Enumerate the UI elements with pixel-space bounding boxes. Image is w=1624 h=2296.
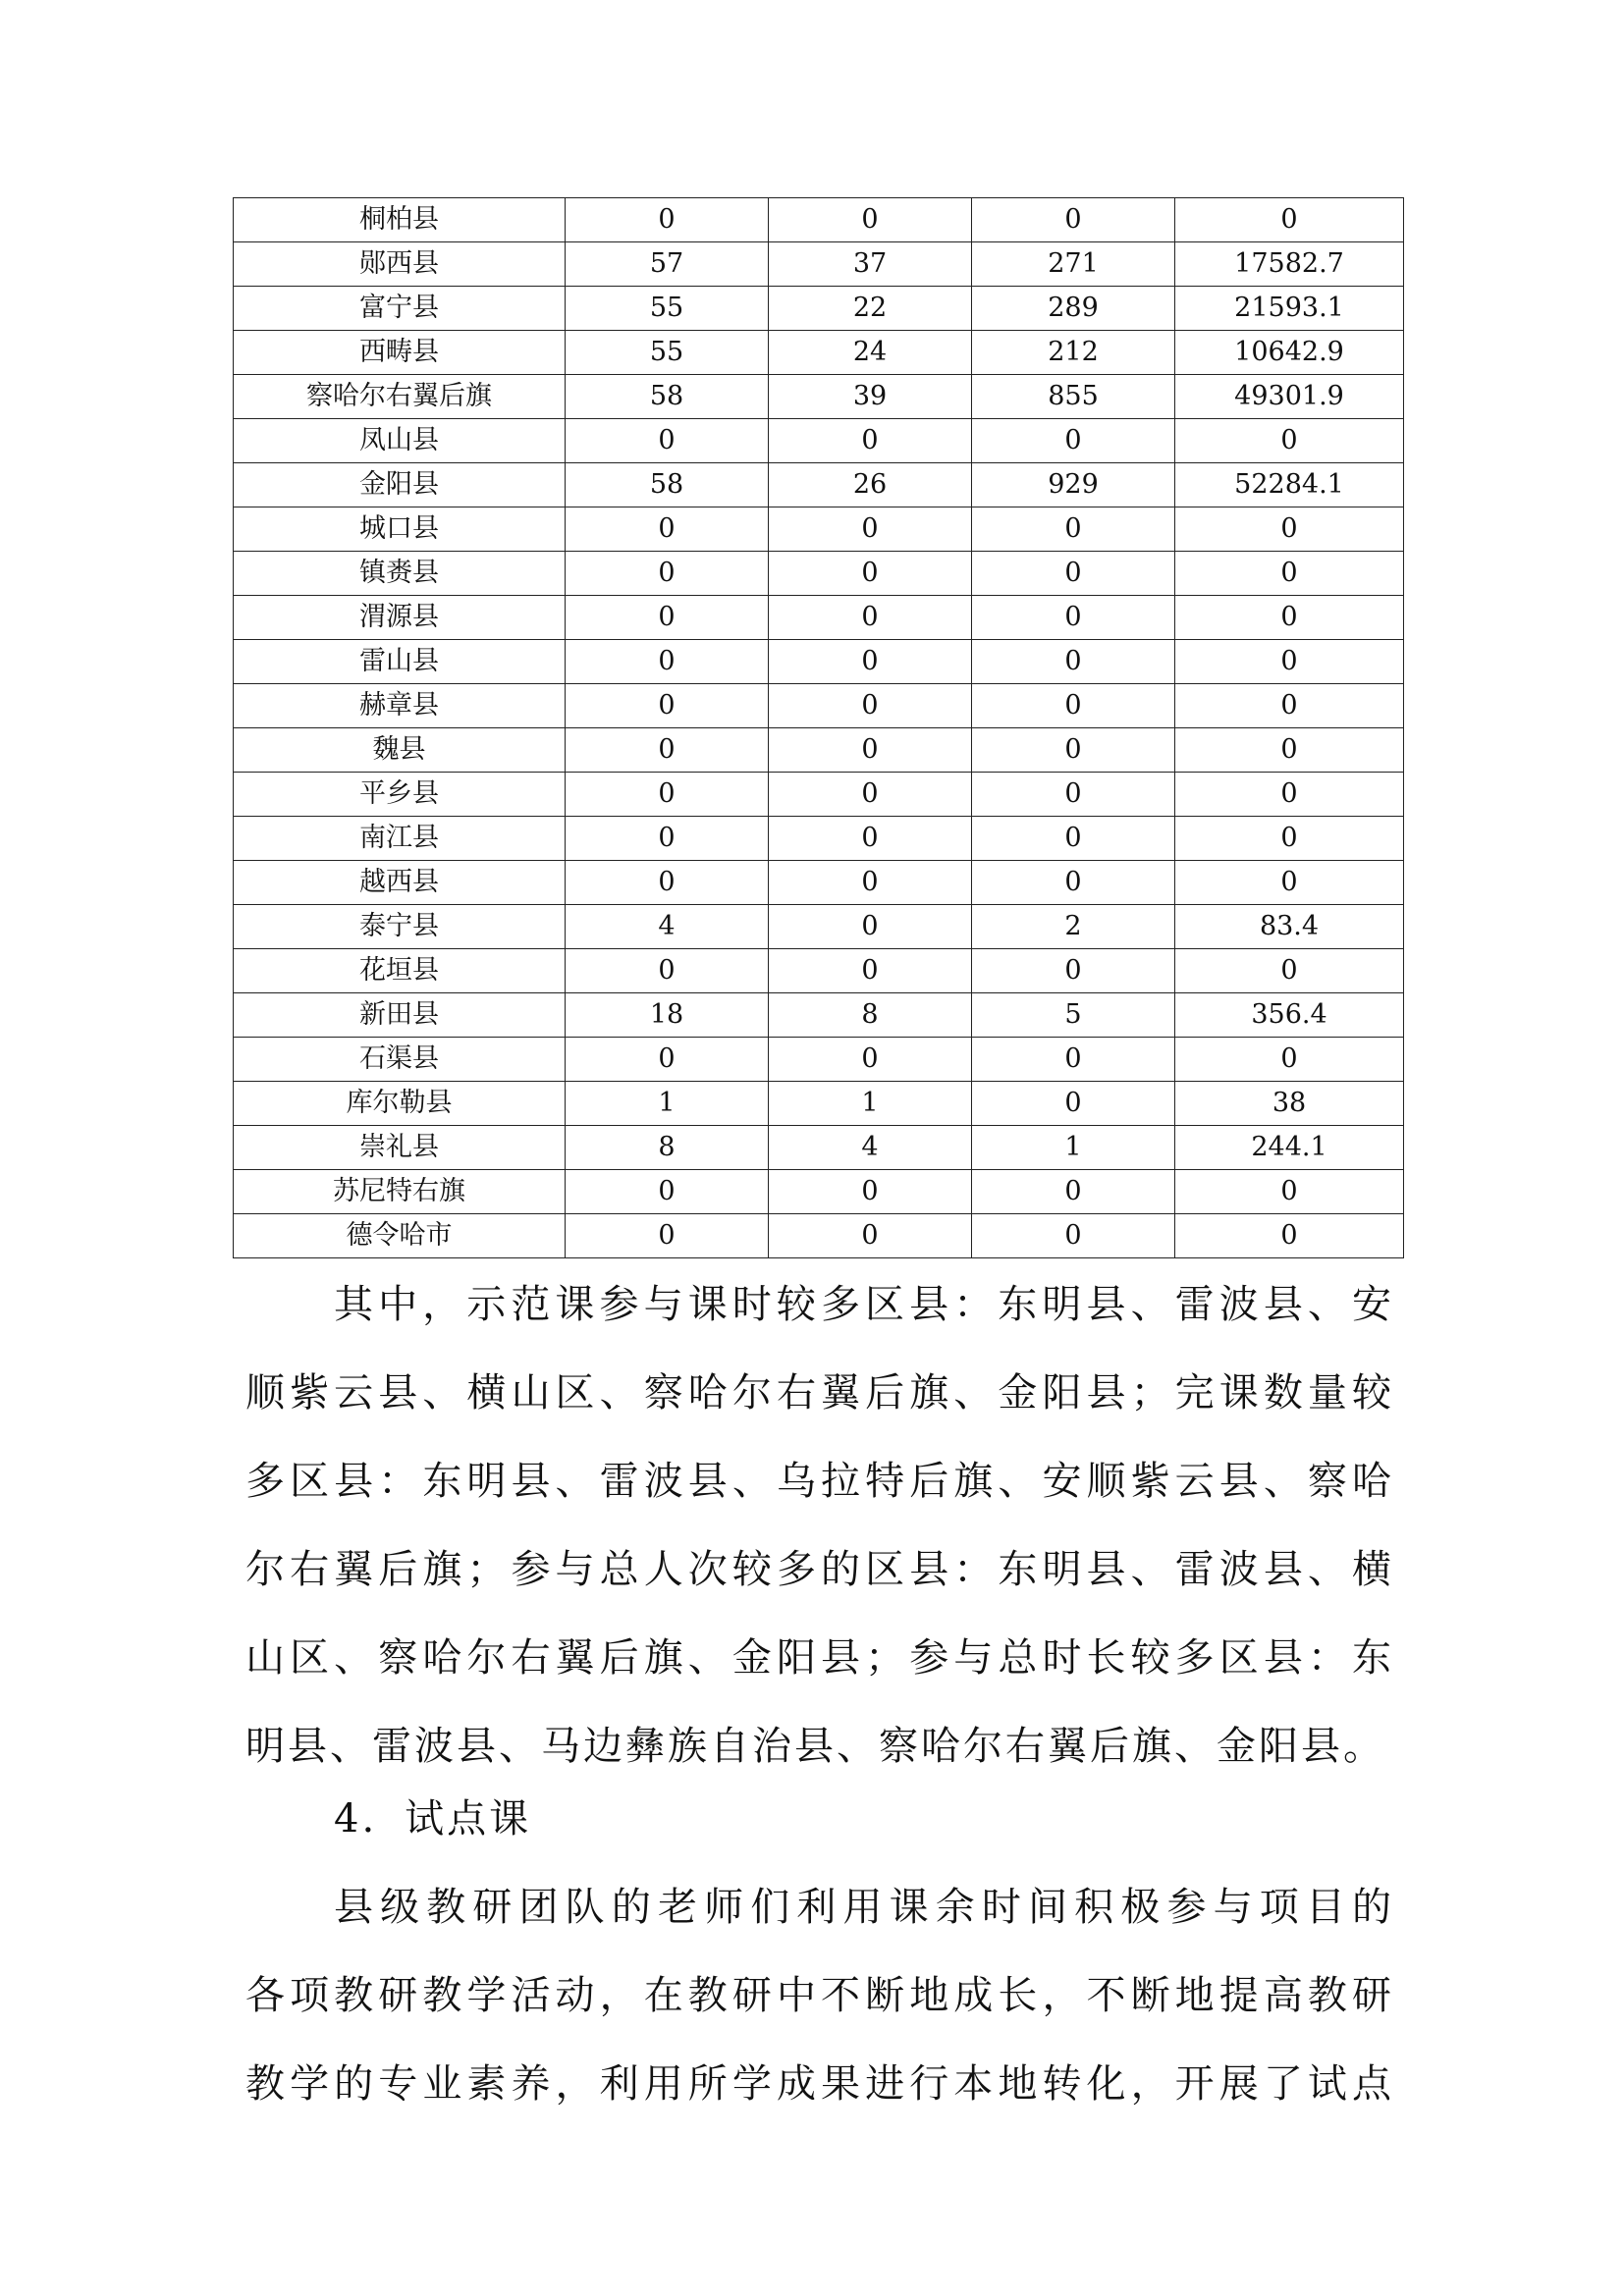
county-name-cell: 西畴县 [234,331,566,375]
county-name-cell: 库尔勒县 [234,1082,566,1126]
value-cell: 0 [769,773,972,817]
value-cell: 49301.9 [1175,375,1404,419]
paragraph-line: 尔右翼后旗；参与总人次较多的区县：东明县、雷波县、横 [245,1547,1394,1592]
table-row [234,1126,1404,1170]
county-name-cell: 赫章县 [234,684,566,728]
table-row [234,331,1404,375]
county-name-cell: 凤山县 [234,419,566,463]
value-cell: 5 [972,993,1175,1038]
value-cell: 0 [972,198,1175,242]
value-cell: 24 [769,331,972,375]
value-cell: 0 [972,1170,1175,1214]
value-cell: 0 [566,640,769,684]
paragraph-line: 明县、雷波县、马边彝族自治县、察哈尔右翼后旗、金阳县。 [245,1724,1385,1769]
county-name-cell: 金阳县 [234,463,566,507]
county-name-cell: 郧西县 [234,242,566,287]
value-cell: 0 [769,905,972,949]
value-cell: 0 [972,684,1175,728]
table-row [234,684,1404,728]
table-row [234,596,1404,640]
table-row [234,949,1404,993]
value-cell: 0 [1175,507,1404,552]
value-cell: 0 [566,419,769,463]
table-row [234,242,1404,287]
county-name-cell: 新田县 [234,993,566,1038]
value-cell: 52284.1 [1175,463,1404,507]
value-cell: 58 [566,463,769,507]
section-heading [334,1775,531,1863]
value-cell: 212 [972,331,1175,375]
county-name-cell: 魏县 [234,728,566,773]
value-cell: 0 [769,684,972,728]
county-statistics-table [233,197,1404,1258]
value-cell: 0 [972,773,1175,817]
value-cell: 0 [566,773,769,817]
value-cell: 4 [566,905,769,949]
paragraph-pilot-lessons [245,1863,1394,2128]
value-cell: 0 [972,728,1175,773]
county-name-cell: 石渠县 [234,1038,566,1082]
table-row [234,507,1404,552]
value-cell: 0 [972,1082,1175,1126]
county-name-cell: 越西县 [234,861,566,905]
table-row [234,1038,1404,1082]
table-row [234,419,1404,463]
paragraph-line: 各项教研教学活动，在教研中不断地成长，不断地提高教研 [245,1973,1394,2018]
county-name-cell: 花垣县 [234,949,566,993]
table-row [234,1214,1404,1258]
value-cell: 0 [566,684,769,728]
value-cell: 0 [1175,419,1404,463]
value-cell: 0 [769,507,972,552]
table-row [234,993,1404,1038]
value-cell: 1 [769,1082,972,1126]
county-name-cell: 城口县 [234,507,566,552]
value-cell: 0 [972,949,1175,993]
county-name-cell: 察哈尔右翼后旗 [234,375,566,419]
value-cell: 0 [769,861,972,905]
value-cell: 0 [1175,684,1404,728]
table-row [234,552,1404,596]
value-cell: 0 [566,861,769,905]
value-cell: 18 [566,993,769,1038]
value-cell: 0 [1175,552,1404,596]
value-cell: 2 [972,905,1175,949]
value-cell: 0 [566,817,769,861]
value-cell: 271 [972,242,1175,287]
value-cell: 0 [769,1214,972,1258]
value-cell: 0 [769,1038,972,1082]
value-cell: 0 [769,728,972,773]
value-cell: 289 [972,287,1175,331]
value-cell: 0 [1175,640,1404,684]
value-cell: 0 [769,640,972,684]
value-cell: 356.4 [1175,993,1404,1038]
value-cell: 17582.7 [1175,242,1404,287]
value-cell: 244.1 [1175,1126,1404,1170]
value-cell: 1 [566,1082,769,1126]
table-row [234,728,1404,773]
county-name-cell: 南江县 [234,817,566,861]
value-cell: 0 [972,552,1175,596]
value-cell: 4 [769,1126,972,1170]
value-cell: 0 [769,817,972,861]
paragraph-line: 教学的专业素养，利用所学成果进行本地转化，开展了试点 [245,2061,1394,2107]
value-cell: 0 [972,817,1175,861]
paragraph-line: 其中，示范课参与课时较多区县：东明县、雷波县、安 [334,1282,1394,1327]
paragraph-line: 县级教研团队的老师们利用课余时间积极参与项目的 [334,1885,1394,1930]
table-row [234,463,1404,507]
value-cell: 0 [972,507,1175,552]
value-cell: 0 [566,1214,769,1258]
value-cell: 0 [1175,596,1404,640]
value-cell: 0 [566,728,769,773]
value-cell: 0 [769,419,972,463]
value-cell: 0 [972,1038,1175,1082]
table-row [234,773,1404,817]
value-cell: 0 [566,1038,769,1082]
value-cell: 0 [566,198,769,242]
value-cell: 855 [972,375,1175,419]
paragraph-line: 顺紫云县、横山区、察哈尔右翼后旗、金阳县；完课数量较 [245,1370,1394,1415]
value-cell: 0 [1175,1038,1404,1082]
county-name-cell: 雷山县 [234,640,566,684]
value-cell: 8 [566,1126,769,1170]
value-cell: 10642.9 [1175,331,1404,375]
value-cell: 37 [769,242,972,287]
value-cell: 55 [566,331,769,375]
section-title: 试点课 [405,1796,532,1842]
value-cell: 0 [972,1214,1175,1258]
value-cell: 26 [769,463,972,507]
value-cell: 929 [972,463,1175,507]
value-cell: 0 [1175,861,1404,905]
value-cell: 0 [972,640,1175,684]
value-cell: 21593.1 [1175,287,1404,331]
value-cell: 83.4 [1175,905,1404,949]
value-cell: 57 [566,242,769,287]
value-cell: 0 [769,198,972,242]
value-cell: 58 [566,375,769,419]
county-name-cell: 富宁县 [234,287,566,331]
county-name-cell: 德令哈市 [234,1214,566,1258]
value-cell: 0 [1175,817,1404,861]
value-cell: 0 [769,596,972,640]
value-cell: 39 [769,375,972,419]
value-cell: 0 [566,552,769,596]
county-name-cell: 桐柏县 [234,198,566,242]
county-name-cell: 渭源县 [234,596,566,640]
paragraph-line: 山区、察哈尔右翼后旗、金阳县；参与总时长较多区县：东 [245,1635,1394,1681]
value-cell: 0 [972,596,1175,640]
table-row [234,817,1404,861]
value-cell: 0 [566,1170,769,1214]
table-row [234,861,1404,905]
value-cell: 38 [1175,1082,1404,1126]
value-cell: 0 [1175,1170,1404,1214]
value-cell: 0 [1175,198,1404,242]
table-row [234,198,1404,242]
table-body [234,198,1404,1258]
value-cell: 0 [566,507,769,552]
value-cell: 0 [566,596,769,640]
value-cell: 0 [1175,773,1404,817]
value-cell: 0 [972,861,1175,905]
value-cell: 0 [1175,1214,1404,1258]
county-name-cell: 平乡县 [234,773,566,817]
value-cell: 0 [972,419,1175,463]
value-cell: 0 [566,949,769,993]
county-name-cell: 泰宁县 [234,905,566,949]
value-cell: 0 [769,552,972,596]
table-row [234,640,1404,684]
value-cell: 55 [566,287,769,331]
value-cell: 0 [1175,949,1404,993]
table-row [234,375,1404,419]
table-row [234,1170,1404,1214]
table-row [234,905,1404,949]
value-cell: 0 [1175,728,1404,773]
section-number: 4. [334,1796,378,1842]
value-cell: 0 [769,949,972,993]
county-name-cell: 苏尼特右旗 [234,1170,566,1214]
paragraph-summary [245,1260,1394,1790]
county-name-cell: 崇礼县 [234,1126,566,1170]
value-cell: 1 [972,1126,1175,1170]
paragraph-line: 多区县：东明县、雷波县、乌拉特后旗、安顺紫云县、察哈 [245,1459,1394,1504]
county-name-cell: 镇赉县 [234,552,566,596]
table-row [234,287,1404,331]
value-cell: 0 [769,1170,972,1214]
value-cell: 8 [769,993,972,1038]
table-row [234,1082,1404,1126]
value-cell: 22 [769,287,972,331]
